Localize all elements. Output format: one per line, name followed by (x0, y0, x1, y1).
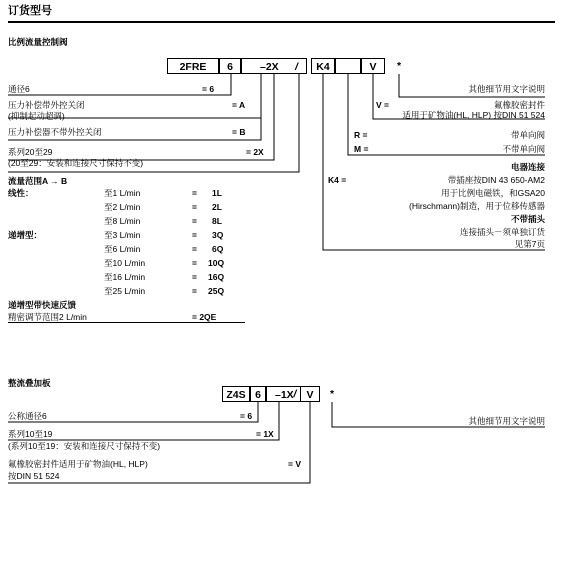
k4-line-3: (Hirschmann)制造，用于位移传感器 (408, 201, 545, 211)
page-title: 订货型号 (8, 5, 52, 17)
linear-range: 至2 L/min (104, 202, 141, 212)
code-box-other: * (396, 60, 402, 72)
row-a-note: (抑制起动超调) (8, 111, 65, 121)
other-details-text: 其他细节用文字说明 (468, 84, 545, 94)
k4-line-2: 用于比例电磁铁，和GSA20 (441, 188, 545, 198)
progressive-range: 至10 L/min (104, 258, 146, 268)
flow-range-title: 流量范围A → B (8, 176, 68, 186)
code-box-connector: K4 (311, 58, 335, 74)
s2-seal-note: 按DIN 51 524 (8, 471, 60, 481)
section1-heading: 比例流量控制阀 (8, 37, 68, 47)
fast-code: = 2QE (192, 312, 217, 322)
progressive-code: 16Q (208, 272, 225, 282)
progressive-label: 递增型： (8, 230, 43, 240)
progressive-range: 至6 L/min (104, 244, 141, 254)
progressive-eq: = (192, 230, 197, 240)
s2-seal-code: = V (288, 459, 301, 469)
code-box-size: 6 (219, 58, 241, 74)
linear-code: 8L (212, 216, 222, 226)
linear-eq: = (192, 188, 197, 198)
fast-title: 递增型带快速反馈 (8, 300, 77, 310)
m-code: M = (354, 144, 369, 154)
section2-heading: 整流叠加板 (8, 378, 51, 388)
linear-code: 2L (212, 202, 222, 212)
plug-note: 连接插头－须单独订货 (459, 227, 545, 237)
code-box-seal: V (300, 386, 320, 402)
progressive-code: 3Q (212, 230, 224, 240)
elec-title: 电器连接 (510, 162, 545, 172)
k4-code: K4 = (328, 175, 347, 185)
linear-range: 至1 L/min (104, 188, 141, 198)
code-box-type: Z4S (222, 386, 250, 402)
no-plug-text: 不带插头 (510, 214, 545, 224)
code-box-seal: V (361, 58, 385, 74)
s2-size-code: = 6 (240, 411, 253, 421)
row-series-note: (20至29：安装和连接尺寸保持不变) (8, 158, 144, 168)
linear-range: 至8 L/min (104, 216, 141, 226)
progressive-eq: = (192, 286, 197, 296)
s2-size-label: 公称通径6 (8, 411, 47, 421)
code-box-series: –2X (241, 58, 287, 74)
row-series-code: = 2X (246, 147, 264, 157)
row-series-label: 系列20至29 (8, 147, 53, 157)
row-b-label: 压力补偿器不带外控关闭 (8, 127, 102, 137)
code-box-slash: / (293, 388, 297, 400)
progressive-code: 25Q (208, 286, 225, 296)
s2-series-code: = 1X (256, 429, 274, 439)
progressive-range: 至25 L/min (104, 286, 146, 296)
s2-other-details: 其他细节用文字说明 (468, 416, 545, 426)
fast-label: 精密调节范围2 L/min (8, 312, 87, 322)
s2-series-note: (系列10至19：安装和连接尺寸保持不变) (8, 441, 161, 451)
r-code: R = (354, 130, 368, 140)
progressive-range: 至16 L/min (104, 272, 146, 282)
v-text-1: 氟橡胶密封件 (493, 100, 545, 110)
row-a-code: = A (232, 100, 246, 110)
see-page: 见第7页 (514, 239, 545, 249)
s2-seal-label: 氟橡胶密封件适用于矿物油(HL, HLP) (8, 459, 148, 469)
linear-code: 1L (212, 188, 222, 198)
linear-eq: = (192, 216, 197, 226)
r-text: 带单向阀 (510, 130, 545, 140)
progressive-eq: = (192, 244, 197, 254)
code-box-other: * (329, 388, 335, 400)
row-size-code: = 6 (202, 84, 215, 94)
linear-label: 线性： (8, 188, 34, 198)
linear-eq: = (192, 202, 197, 212)
s2-series-label: 系列10至19 (8, 429, 53, 439)
progressive-eq: = (192, 258, 197, 268)
code-box-size: 6 (250, 386, 266, 402)
row-b-code: = B (232, 127, 246, 137)
progressive-eq: = (192, 272, 197, 282)
code-box-series: –1X (266, 386, 300, 402)
code-box-slash: / (287, 58, 307, 74)
row-a-label: 压力补偿带外控关闭 (8, 100, 85, 110)
progressive-code: 10Q (208, 258, 225, 268)
progressive-code: 6Q (212, 244, 224, 254)
progressive-range: 至3 L/min (104, 230, 141, 240)
v-text-2: 适用于矿物油(HL, HLP) 按DIN 51 524 (402, 110, 545, 120)
k4-line-1: 带插座按DIN 43 650-AM2 (447, 175, 545, 185)
code-box-type: 2FRE (167, 58, 219, 74)
row-size-label: 通径6 (8, 84, 30, 94)
m-text: 不带单向阀 (502, 144, 545, 154)
v-code: V = (376, 100, 389, 110)
